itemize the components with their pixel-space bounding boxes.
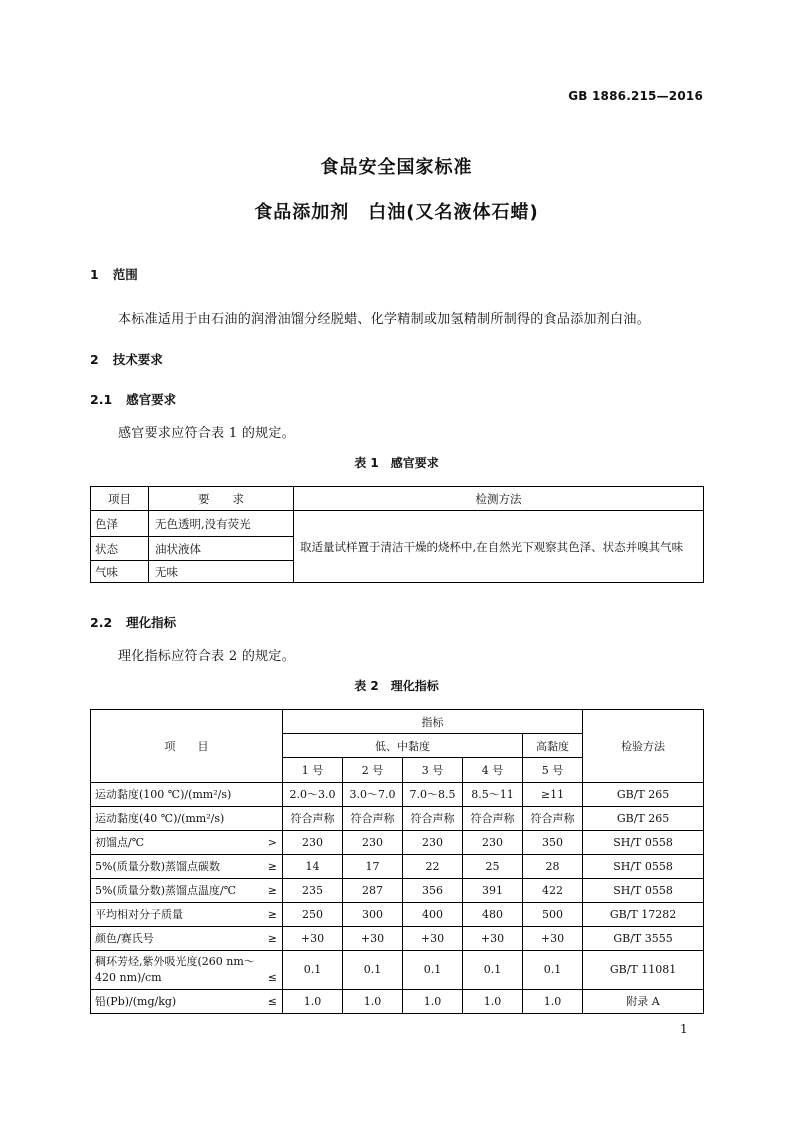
- table-2-value-cell: +30: [463, 927, 523, 951]
- table-row: [91, 511, 704, 537]
- item-label: 初馏点/℃: [95, 835, 145, 849]
- comparator: >: [267, 835, 277, 849]
- table-2-value-cell: 350: [523, 831, 583, 855]
- table-2-value-cell: 480: [463, 903, 523, 927]
- comparator: ≥: [267, 883, 277, 897]
- table-2-value-cell: 符合声称: [283, 807, 343, 831]
- table-2-method-cell: 附录 A: [583, 990, 704, 1014]
- table-2-value-cell: 500: [523, 903, 583, 927]
- table-2-method-cell: SH/T 0558: [583, 831, 704, 855]
- table-2-value-cell: 符合声称: [523, 807, 583, 831]
- section-title: 范围: [112, 267, 138, 282]
- table-2-value-cell: 287: [343, 879, 403, 903]
- table-2-value-cell: +30: [343, 927, 403, 951]
- table-2-value-cell: 230: [343, 831, 403, 855]
- table-2-method-cell: GB/T 11081: [583, 951, 704, 990]
- table-2-value-cell: 400: [403, 903, 463, 927]
- table-1-method-cell: 取适量试样置于清洁干燥的烧杯中,在自然光下观察其色泽、状态并嗅其气味: [294, 511, 704, 583]
- table-2-item-cell: [91, 927, 283, 951]
- table-2-value-cell: 3.0～7.0: [343, 783, 403, 807]
- section-title: 理化指标: [126, 615, 177, 630]
- table-2-value-cell: 0.1: [463, 951, 523, 990]
- item-wrap: [95, 931, 277, 947]
- table-2-value-cell: 1.0: [283, 990, 343, 1014]
- table-2-value-cell: 7.0～8.5: [403, 783, 463, 807]
- table-2-item-cell: [91, 903, 283, 927]
- table-2-value-cell: 1.0: [523, 990, 583, 1014]
- item-label: 稠环芳烃,紫外吸光度(260 nm～420 nm)/cm: [95, 955, 255, 984]
- table-2-value-cell: 422: [523, 879, 583, 903]
- table-1: [90, 486, 704, 583]
- comparator: ≥: [267, 859, 277, 873]
- table-2-value-cell: 符合声称: [403, 807, 463, 831]
- table-row: [91, 855, 704, 879]
- table-2-method-cell: GB/T 3555: [583, 927, 704, 951]
- section-number: 2.1: [90, 392, 113, 407]
- table-header-row: [91, 487, 704, 511]
- table-header-row: [91, 710, 704, 734]
- item-wrap: [95, 907, 277, 923]
- table-2-header-high-viscosity: 高黏度: [523, 734, 583, 758]
- table-1-header-method: 检测方法: [294, 487, 704, 511]
- table-2-header-low-mid-viscosity: 低、中黏度: [283, 734, 523, 758]
- table-2-value-cell: +30: [283, 927, 343, 951]
- section-number: 2: [90, 352, 99, 367]
- table-2-value-cell: +30: [523, 927, 583, 951]
- section-title: 技术要求: [112, 352, 163, 367]
- item-wrap: [95, 954, 277, 986]
- table-1-requirement-cell: 无味: [149, 561, 294, 583]
- section-2-1-heading: [90, 390, 176, 408]
- table-2-header-method: 检验方法: [583, 710, 704, 783]
- table-2-value-cell: 230: [283, 831, 343, 855]
- item-wrap: [95, 835, 277, 851]
- table-1-requirement-cell: 油状液体: [149, 537, 294, 561]
- table-2-method-cell: SH/T 0558: [583, 879, 704, 903]
- table-2-value-cell: 1.0: [343, 990, 403, 1014]
- item-wrap: [95, 883, 277, 899]
- table-2-value-cell: 250: [283, 903, 343, 927]
- table-2-value-cell: 17: [343, 855, 403, 879]
- table-1-item-cell: 色泽: [91, 511, 149, 537]
- table-2-header-item: 项 目: [91, 710, 283, 783]
- table-1-header-item: 项目: [91, 487, 149, 511]
- table-2-value-cell: 0.1: [283, 951, 343, 990]
- section-2-2-body: 理化指标应符合表 2 的规定。: [118, 649, 296, 664]
- comparator: ≤: [267, 994, 277, 1008]
- table-2-value-cell: +30: [403, 927, 463, 951]
- table-1-item-cell: 气味: [91, 561, 149, 583]
- table-2-value-cell: 235: [283, 879, 343, 903]
- section-title: 感官要求: [126, 392, 177, 407]
- table-2-header-grade: 5 号: [523, 758, 583, 783]
- table-2-header-grade: 2 号: [343, 758, 403, 783]
- section-2-2-heading: [90, 613, 176, 631]
- table-2-value-cell: 230: [463, 831, 523, 855]
- table-2-item-cell: [91, 831, 283, 855]
- page-number: 1: [680, 1022, 688, 1036]
- table-2-value-cell: 2.0～3.0: [283, 783, 343, 807]
- standard-number: GB 1886.215—2016: [568, 89, 703, 103]
- table-2-value-cell: 0.1: [343, 951, 403, 990]
- table-2-item-cell: [91, 807, 283, 831]
- table-2-item-cell: [91, 951, 283, 990]
- item-label: 5%(质量分数)蒸馏点碳数: [95, 859, 221, 873]
- table-2-value-cell: 391: [463, 879, 523, 903]
- table-1-header-requirement: 要 求: [149, 487, 294, 511]
- section-number: 2.2: [90, 615, 113, 630]
- item-label: 铅(Pb)/(mg/kg): [95, 994, 177, 1008]
- table-2: [90, 709, 704, 1014]
- table-row: [91, 831, 704, 855]
- table-1-caption: 表 1 感官要求: [354, 456, 439, 470]
- item-label: 平均相对分子质量: [95, 907, 183, 921]
- table-2-method-cell: GB/T 17282: [583, 903, 704, 927]
- table-2-body: [91, 783, 704, 1014]
- item-label: 5%(质量分数)蒸馏点温度/℃: [95, 883, 237, 897]
- item-wrap: [95, 811, 277, 827]
- table-2-value-cell: 230: [403, 831, 463, 855]
- table-2-value-cell: 符合声称: [463, 807, 523, 831]
- item-label: 颜色/赛氏号: [95, 931, 154, 945]
- item-label: 运动黏度(40 ℃)/(mm²/s): [95, 811, 225, 825]
- document-subtitle: 食品添加剂 白油(又名液体石蜡): [254, 202, 539, 223]
- table-2-item-cell: [91, 879, 283, 903]
- section-1-body: 本标准适用于由石油的润滑油馏分经脱蜡、化学精制或加氢精制所制得的食品添加剂白油。: [118, 312, 651, 327]
- table-2-value-cell: 14: [283, 855, 343, 879]
- table-2-value-cell: 1.0: [463, 990, 523, 1014]
- table-2-value-cell: 300: [343, 903, 403, 927]
- table-row: [91, 903, 704, 927]
- comparator: ≤: [267, 971, 277, 984]
- table-2-value-cell: 符合声称: [343, 807, 403, 831]
- table-2-value-cell: ≥11: [523, 783, 583, 807]
- table-2-value-cell: 8.5～11: [463, 783, 523, 807]
- table-2-item-cell: [91, 783, 283, 807]
- table-1-requirement-cell: 无色透明,没有荧光: [149, 511, 294, 537]
- section-2-1-body: 感官要求应符合表 1 的规定。: [118, 426, 296, 441]
- comparator: ≥: [267, 931, 277, 945]
- table-2-caption: 表 2 理化指标: [354, 679, 439, 693]
- table-row: [91, 783, 704, 807]
- section-1-heading: [90, 265, 138, 283]
- item-wrap: [95, 859, 277, 875]
- comparator: ≥: [267, 907, 277, 921]
- table-2-value-cell: 22: [403, 855, 463, 879]
- table-2-method-cell: SH/T 0558: [583, 855, 704, 879]
- table-2-item-cell: [91, 855, 283, 879]
- table-row: [91, 990, 704, 1014]
- table-1-item-cell: 状态: [91, 537, 149, 561]
- table-2-value-cell: 28: [523, 855, 583, 879]
- table-2-header-indicator: 指标: [283, 710, 583, 734]
- table-row: [91, 927, 704, 951]
- table-2-method-cell: GB/T 265: [583, 807, 704, 831]
- table-2-header-grade: 1 号: [283, 758, 343, 783]
- item-wrap: [95, 787, 277, 803]
- section-number: 1: [90, 267, 99, 282]
- table-2-value-cell: 1.0: [403, 990, 463, 1014]
- item-label: 运动黏度(100 ℃)/(mm²/s): [95, 787, 232, 801]
- table-2-value-cell: 0.1: [523, 951, 583, 990]
- document-title: 食品安全国家标准: [320, 157, 473, 178]
- table-2-value-cell: 0.1: [403, 951, 463, 990]
- table-2-item-cell: [91, 990, 283, 1014]
- table-2-method-cell: GB/T 265: [583, 783, 704, 807]
- section-2-heading: [90, 350, 163, 368]
- table-2-value-cell: 356: [403, 879, 463, 903]
- table-row: [91, 879, 704, 903]
- table-2-header-grade: 3 号: [403, 758, 463, 783]
- table-2-value-cell: 25: [463, 855, 523, 879]
- item-wrap: [95, 994, 277, 1010]
- table-row: [91, 807, 704, 831]
- table-2-header-grade: 4 号: [463, 758, 523, 783]
- table-row: [91, 951, 704, 990]
